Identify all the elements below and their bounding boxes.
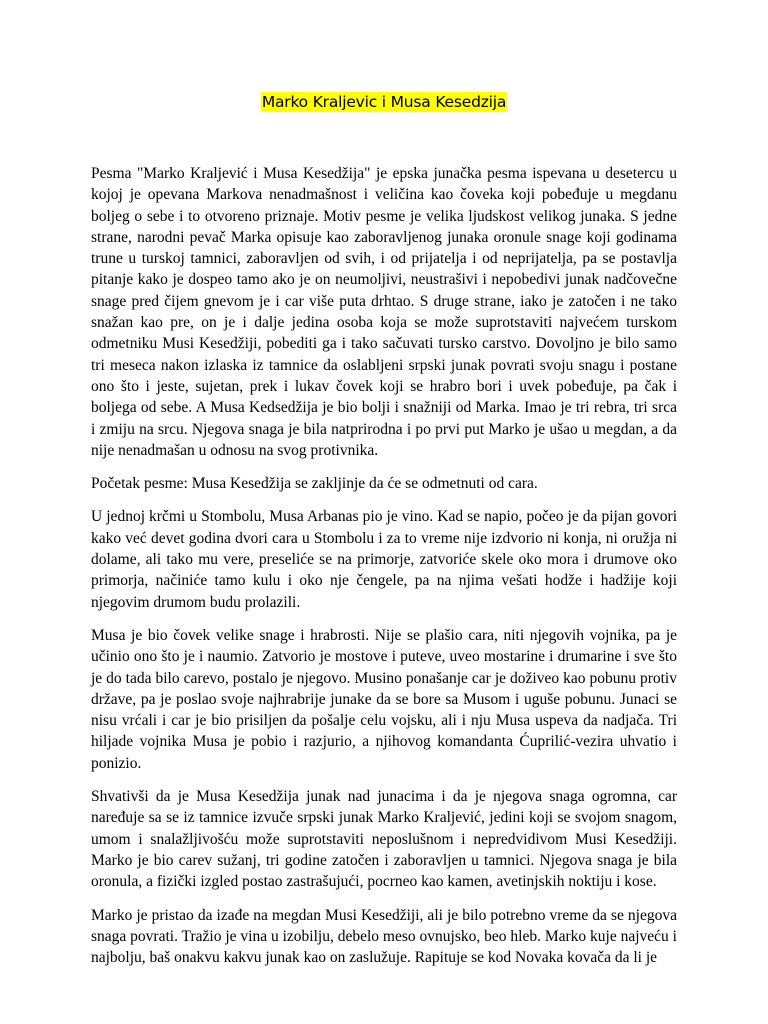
document-title: Marko Kraljevic i Musa Kesedzija — [261, 93, 507, 111]
paragraph-6: Marko je pristao da izađe na megdan Musi Kesedžiji, ali je bilo potrebno vreme da se njegova snaga povrati. Tražio je vina u izobilju, debelo meso ovnujsko, beo hleb. Marko kuje najveću i najbolju, baš onakvu kakvu junak kao on zaslužuje. Rapituje se kod Novaka kovača da li je — [91, 906, 677, 967]
paragraph-4: Musa je bio čovek velike snage i hrabrosti. Nije se plašio cara, niti njegovih vojnika, pa je učinio ono što je i naumio. Zatvorio je mostove i puteve, uveo mostarine i drumarine i sve što je do tada bilo carevo, postalo je njegovo. Musino ponašanje car je doživeo kao pobunu protiv države, pa je poslao svoje najhrabrije junake da se bore sa Musom i uguše pobunu. Junaci se nisu vrćali i car je bio prisiljen da pošalje celu vojsku, ali i nju Musa uspeva da nadjača. Tri hiljade vojnika Musa je pobio i razjurio, a njihovog komandanta Ćuprilić-vezira uhvatio i ponizio. — [91, 626, 677, 772]
paragraph-5: Shvativši da je Musa Kesedžija junak nad junacima i da je njegova snaga ogromna, car naređuje sa se iz tamnice izvuče srpski junak Marko Kraljević, jedini koji se svojom snagom, umom i snalažljivošću može suprotstaviti neposlušnom i nepredvidivom Musi Kesedžiji. Marko je bio carev sužanj, tri godine zatočen i zaboravljen u tamnici. Njegova snaga je bila oronula, a fizički izgled postao zastrašujući, pocrneo kao kamen, avetinjskih noktiju i kose. — [91, 788, 677, 891]
title-container — [0, 93, 768, 112]
paragraph-3: U jednoj krčmi u Stombolu, Musa Arbanas pio je vino. Kad se napio, počeo je da pijan govori kako već devet godina dvori cara u Stombolu i za to vreme nije izdvorio ni konja, ni oružja ni dolame, ali tako mu vere, preseliće se na primorje, zatvoriće skele oko mora i drumove oko primorja, načiniće tamo kulu i oko nje čengele, pa na njima vešati hodže i hadžije koji njegovim drumom budu prolazili. — [91, 508, 677, 611]
paragraph-1: Pesma "Marko Kraljević i Musa Kesedžija" je epska junačka pesma ispevana u desetercu u kojoj je opevana Markova nenadmašnost i veličina kao čoveka koji pobeđuje u megdanu boljeg o sebe i to otvoreno priznaje. Motiv pesme je velika ljudskost velikog junaka. S jedne strane, narodni pevač Marka opisuje kao zaboravljenog junaka oronule snage koji godinama trune u turskoj tamnici, zaboravljen od svih, i od prijatelja i od neprijatelja, pa se postavlja pitanje kako je dospeo tamo ako je on neumoljivi, neustrašivi i nepobedivi junak nadčovečne snage pred čijem gnevom je i car više puta drhtao. S druge strane, iako je zatočen i ne tako snažan kao pre, on je i dalje jedina osoba koja se može suprotstaviti najvećem turskom odmetniku Musi Kesedžiji, pobediti ga i tako sačuvati tursko carstvo. Dovoljno je bilo samo tri meseca nakon izlaska iz tamnice da oslabljeni srpski junak povrati svoju snagu i postane ono što i jeste, sujetan, prek i lukav čovek koji se hrabro bori i uvek pobeđuje, pa čak i boljega od sebe. A Musa Kedsedžija je bio bolji i snažniji od Marka. Imao je tri rebra, tri srca i zmiju na srcu. Njegova snaga je bila natprirodna i po prvi put Marko je ušao u megdan, a da nije nenadmašan u odnosu na svog protivnika. — [91, 165, 677, 459]
paragraph-2: Početak pesme: Musa Kesedžija se zakljinje da će se odmetnuti od cara. — [91, 475, 538, 493]
document-body — [91, 163, 677, 980]
